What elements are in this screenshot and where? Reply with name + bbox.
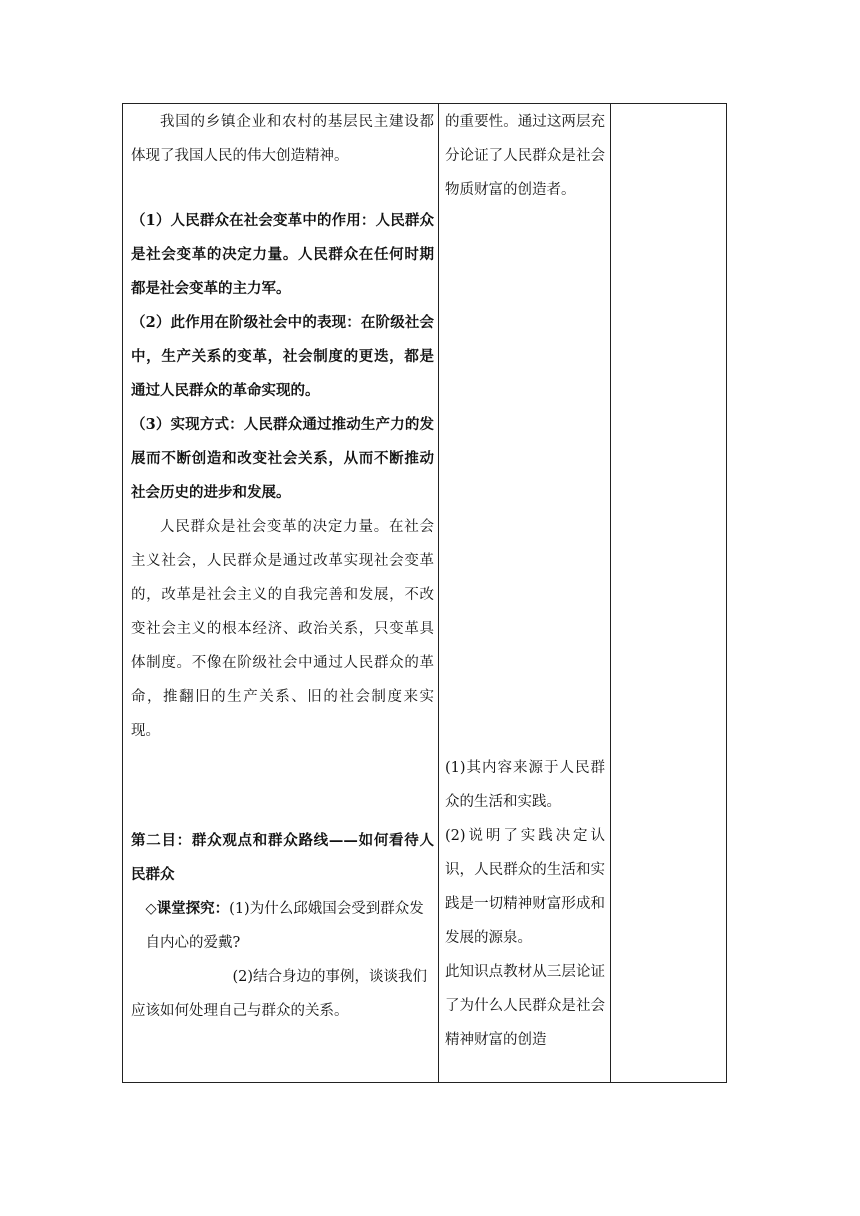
explore-question-2: (2)结合身边的事例，谈谈我们应该如何处理自己与群众的关系。 xyxy=(131,969,428,1019)
paragraph-township-enterprises: 我国的乡镇企业和农村的基层民主建设都体现了我国人民的伟大创造精神。 xyxy=(131,114,434,164)
note-1: (1)其内容来源于人民群众的生活和实践。 xyxy=(445,760,605,810)
content-table xyxy=(122,103,727,1083)
note-material-wealth: 的重要性。通过这两层充分论证了人民群众是社会物质财富的创造者。 xyxy=(445,114,605,198)
point-3: （3）实现方式：人民群众通过推动生产力的发展而不断创造和改变社会关系，从而不断推动社会历史的进步和发展。 xyxy=(131,416,434,501)
classroom-explore xyxy=(131,892,434,960)
column-divider xyxy=(610,104,611,1082)
explore-question-1: (1)为什么邱娥国会受到群众发自内心的爱戴? xyxy=(145,901,424,951)
section-heading: 第二目：群众观点和群众路线——如何看待人民群众 xyxy=(131,832,434,883)
left-column xyxy=(131,104,434,1028)
explore-label: ◇课堂探究： xyxy=(145,900,230,917)
middle-column xyxy=(445,104,605,1057)
point-1: （1）人民群众在社会变革中的作用：人民群众是社会变革的决定力量。人民群众在任何时期都是社会变革的主力军。 xyxy=(131,212,434,297)
point-2: （2）此作用在阶级社会中的表现：在阶级社会中，生产关系的变革，社会制度的更迭，都是通过人民群众的革命实现的。 xyxy=(131,314,434,399)
note-2: (2)说明了实践决定认识，人民群众的生活和实践是一切精神财富形成和发展的源泉。 xyxy=(445,828,605,946)
paragraph-social-reform: 人民群众是社会变革的决定力量。在社会主义社会，人民群众是通过改革实现社会变革的，改革是社会主义的自我完善和发展，不改变社会主义的根本经济、政治关系，只变革具体制度。不像在阶级社会中通过人民群众的革命，推翻旧的生产关系、旧的社会制度来实现。 xyxy=(131,519,434,739)
note-3: 此知识点教材从三层论证了为什么人民群众是社会精神财富的创造 xyxy=(445,964,605,1048)
column-divider xyxy=(438,104,439,1082)
